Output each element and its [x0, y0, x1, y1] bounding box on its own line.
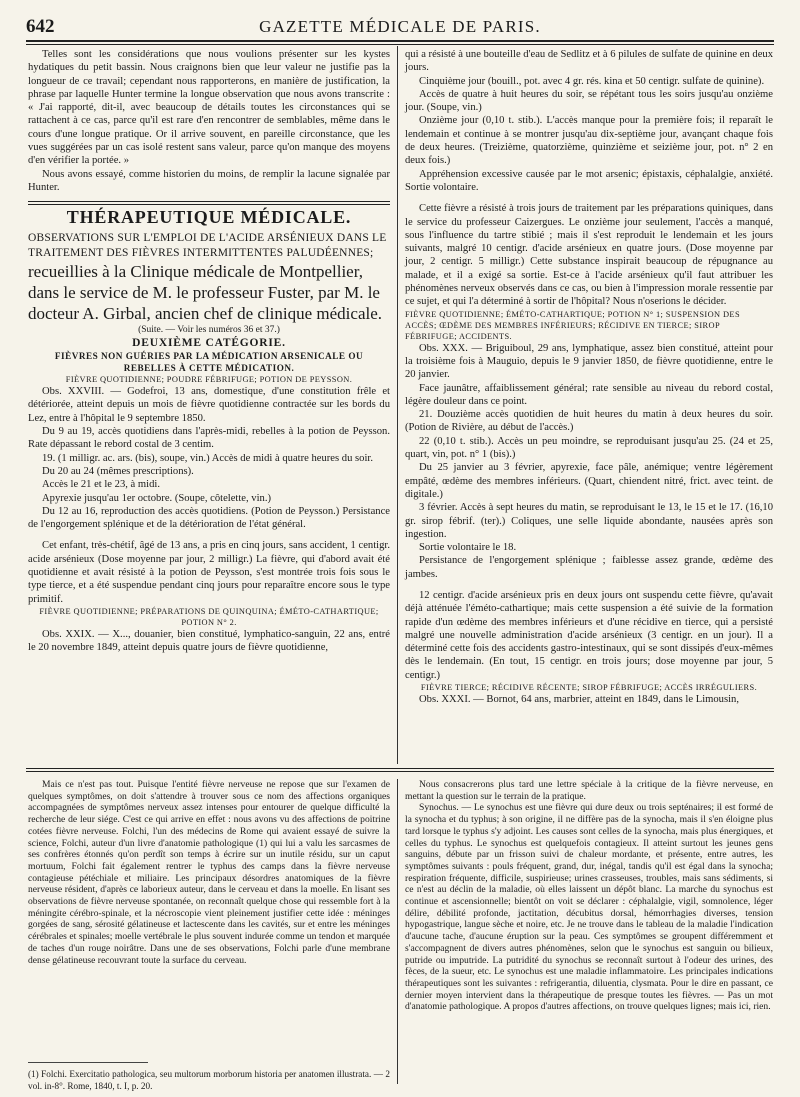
- observation-text: 19. (1 milligr. ac. ars. (bis), soupe, vin.) Accès de midi à quatre heures du soir.: [42, 452, 373, 464]
- feuilleton-column-divider: [397, 779, 398, 1084]
- feuilleton-rule-thin: [26, 771, 774, 772]
- commentary-paragraph: Cet enfant, très-chétif, âgé de 13 ans, a pris en cinq jours, sans accident, 1 centigr. acide arsénieux (Dose moyenne par jour, 2 milligr.) La fièvre, qui d'abord avait été quotidienne et avait résisté à la potion de Peysson, s'est montrée trois fois sous le type tierce, et a été suspendue pendant cinq jours pour reparaître encore sous le type primitif.: [28, 540, 390, 605]
- commentary-paragraph: 12 centigr. d'acide arsénieux pris en deux jours ont suspendu cette fièvre, qu'avait déjà atténuée l'éméto-cathartique; mais cette suspension a été suivie de la formation rapide d'un œdème des membres inférieurs et d'une récidive en tierce, qui a persisté malgré une nouvelle administration d'acide arsénieux (3 centigr. en un jour). Il a déterminé cette fois des accidents gastro-intestinaux, qui se sont dissipés d'eux-mêmes dès le lendemain. (En tout, 15 centigr. en trois jours; dose moyenne par jour, 5 centigr.): [405, 589, 773, 681]
- feuilleton-left-column: [28, 779, 390, 1091]
- right-column: [405, 48, 773, 763]
- observation-text: 22 (0,10 t. stib.). Accès un peu moindre, se reproduisant jusqu'au 25. (24 et 25, quart, vin, pot. n° 1 (bis).): [405, 435, 773, 461]
- observation-text: Obs. XXX. — Briguiboul, 29 ans, lymphatique, assez bien constitué, atteint pour la troisième fois à Mauguio, depuis le 9 janvier 1850, de fièvre quotidienne, entre le 20 janvier.: [405, 342, 773, 381]
- header-rule-thin: [26, 44, 774, 45]
- category-title: DEUXIÈME CATÉGORIE.: [132, 336, 286, 349]
- feuilleton-paragraph: Synochus. — Le synochus est une fièvre qui dure deux ou trois septénaires; il est formé de la synocha et du typhus; à son origine, il ne diffère pas de la synocha, mais il s'en éloigne plus tard lorsque le typhus s'y adjoint. Les causes sont celles de la synocha, mais plus énergiques, et celles du typhus. Le synochus est quelquefois contagieux. Il atteint surtout les jeunes gens sanguins, débute par un frisson suivi de chaleur mordante, et présente, entre autres, les symptômes suivants : pouls fréquent, grand, dur, inégal, tandis qu'il est égal dans la synocha; respiration fréquente, difficile, suspirieuse; urines crasseuses, troubles, mais sans sédiments, si ce n'est au déclin de la maladie, où elles laissent un dépôt blanc. La marche du synochus est continue et ascensionnelle; bientôt on voit se déclarer : céphalalgie, vigil, somnolence, léger délire, débilité profonde, jactitation, décubitus dorsal, hémorrhagies diverses, tension hypogastrique, langue sèche et noire, etc. Je ne trouve dans le tableau de la maladie l'indication d'aucune tache, d'aucune éruption sur la peau. Ces symptômes se groupent différemment et s'accompagnent de divers autres phénomènes, selon que le synochus est sanguin ou bilieux, putride ou imputride. La putridité du synochus se reconnaît surtout à l'odeur des urines, des fèces, de la sueur, etc. Le synochus est une maladie inflammatoire. Les principales indications thérapeutiques sont les suivantes : refrigerantia, diluentia, clysmata. Pour le dire en passant, ce dernier moyen intervient dans la thérapeutique de presque toutes les fièvres. — Pas un mot d'anatomie pathologique. A propos d'autres affections, on trouve quelques lignes; mais ici, rien.: [405, 802, 773, 1013]
- page-header: [26, 14, 774, 40]
- feuilleton-right-column: [405, 779, 773, 1084]
- observation-heading: FIÈVRE QUOTIDIENNE; PRÉPARATIONS DE QUINQUINA; ÉMÉTO-CATHARTIQUE; POTION N° 2.: [39, 606, 379, 627]
- feuilleton-paragraph: Mais ce n'est pas tout. Puisque l'entité fièvre nerveuse ne repose que sur l'examen de quelques symptômes, on doit s'attendre à trouver sous ce nom des affections organiques accompagnées de symptômes nerveux assez intenses pour entourer de quelque difficulté la recherche de leur siége. C'est ce qui arrive en effet : nous avons vu des affections de poitrine cotées fièvre nerveuse. Folchi, l'un des médecins de Rome qui avaient essayé de suivre la science, Folchi, auteur d'un livre d'anatomie pathologique (1) qui lui a valu les sarcasmes de ses confrères étonnés qu'on perdît son temps à écrire sur un inutile résidu, sur un caput mortuum, Folchi fait également rentrer le typhus des camps dans la fièvre nerveuse contagieuse pétéchiale et miliaire. Les principaux désordres anatomiques de la fièvre nerveuse résident, d'après ce laborieux auteur, dans le cerveau et dans la moelle. En lisant ses observations de fièvre nerveuse spontanée, on reconnaît quelque chose qui ressemble fort à la méningite cérébro-spinale, et la nécroscopie vient pleinement justifier cette idée : méninges gorgées de sang, sérosité gélatineuse et lactescente dans les cavités, sur et entre les méninges cérébrales et spinales; moelle vertébrale le plus souvent indurée comme un tendon et marquée de taches d'un rouge noirâtre. Dans une de ses observations, Folchi parle d'une membrane dense gélatineuse recouvrant toute la surface du cerveau.: [28, 779, 390, 966]
- subcategory-title: FIÈVRES NON GUÉRIES PAR LA MÉDICATION ARSENICALE OU REBELLES À CETTE MÉDICATION.: [54, 351, 364, 374]
- observation-heading: FIÈVRE TIERCE; RÉCIDIVE RÉCENTE; SIROP FÉBRIFUGE; ACCÈS IRRÉGULIERS.: [420, 683, 758, 693]
- page-number: 642: [26, 16, 55, 37]
- observation-text: 21. Douzième accès quotidien de huit heures du matin à deux heures du soir. (Potion de Rivière, au début de l'accès.): [405, 409, 773, 434]
- article-heading: OBSERVATIONS SUR L'EMPLOI DE L'ACIDE ARSÉNIEUX DANS LE TRAITEMENT DES FIÈVRES INTERMITTENTES PALUDÉENNES;: [28, 231, 387, 259]
- feuilleton-rule: [26, 768, 774, 769]
- section-title: THÉRAPEUTIQUE MÉDICALE.: [66, 207, 352, 228]
- left-column: [28, 48, 390, 763]
- observation-text: Accès de quatre à huit heures du soir, se répétant tous les soirs jusqu'au onzième jour. (Soupe, vin.): [405, 88, 773, 114]
- observation-text: Cinquième jour (bouill., pot. avec 4 gr. rés. kina et 50 centigr. sulfate de quinine).: [419, 75, 765, 87]
- feuilleton-paragraph: Nous consacrerons plus tard une lettre spéciale à la critique de la fièvre nerveuse, en mettant la question sur le terrain de la pratique.: [405, 779, 773, 802]
- column-divider: [397, 46, 398, 764]
- observation-text: Obs. XXVIII. — Godefroi, 13 ans, domestique, d'une constitution frêle et détériorée, atteint depuis un mois de fièvre quotidienne contractée sur les bords du Lez, entre à l'hôpital le 9 septembre 1850.: [28, 386, 390, 424]
- suite-note: (Suite. — Voir les numéros 36 et 37.): [138, 324, 280, 335]
- observation-text: Persistance de l'engorgement splénique ; faiblesse assez grande, œdème des jambes.: [405, 555, 773, 580]
- header-rule: [26, 40, 774, 42]
- observation-text: qui a résisté à une bouteille d'eau de Sedlitz et à 6 pilules de sulfate de quinine en deux jours.: [405, 49, 773, 74]
- section-rule: [28, 204, 390, 205]
- observation-text: Obs. XXXI. — Bornot, 64 ans, marbrier, atteint en 1849, dans le Limousin,: [419, 694, 739, 706]
- observation-text: Du 25 janvier au 3 février, apyrexie, face pâle, anémique; ventre légèrement empâté, œdème des membres inférieurs. (Quart, chiendent nitré, frict. avec teint. de digitale.): [405, 462, 773, 500]
- article-subheading: recueillies à la Clinique médicale de Montpellier, dans le service de M. le professeur Fuster, par M. le docteur A. Girbal, ancien chef de clinique médicale.: [28, 261, 383, 323]
- observation-text: Apyrexie jusqu'au 1er octobre. (Soupe, côtelette, vin.): [42, 492, 272, 504]
- observation-text: Du 12 au 16, reproduction des accès quotidiens. (Potion de Peysson.) Persistance de l'engorgement splénique et de la détérioration de l'état général.: [28, 505, 390, 531]
- section-rule: [28, 201, 390, 202]
- intro-paragraph: Nous avons essayé, comme historien du moins, de remplir la lacune signalée par Hunter.: [28, 168, 390, 193]
- footnote: (1) Folchi. Exercitatio pathologica, seu multorum morborum historia per anatomen illustrata. — 2 vol. in-8°. Rome, 1840, t. I, p. 20.: [28, 1069, 390, 1091]
- observation-text: Du 20 au 24 (mêmes prescriptions).: [42, 465, 194, 477]
- observation-text: Onzième jour (0,10 t. stib.). L'accès manque pour la première fois; il reparaît le lendemain et continue à se montrer jusqu'au dix-septième jour, avançant chaque fois de deux heures. (Treizième, quatorzième, quinzième et seizième jour, pot. n° 2 en deux fois.): [405, 115, 773, 167]
- commentary-paragraph: Cette fièvre a résisté à trois jours de traitement par les préparations quiniques, dans le service du professeur Caizergues. Le onzième jour seulement, l'accès a manqué, sous l'influence du tartre stibié ; mais il s'est reproduit le lendemain et les jours suivants, malgré 10 centigr. d'acide arsénieux en quatre jours. (Dose moyenne par jour, 2 centigr. 5 milligr.) Cette substance inspirait beaucoup de répugnance au malade, et il a exigé sa sortie. Est-ce à l'acide arsénieux qu'il faut attribuer les phénomènes nerveux observés dans ce cas, ou bien à l'impression morale ressentie par ce sujet, et qui l'a déterminé à sortir de l'hôpital? Nous n'oserions le décider.: [405, 203, 773, 308]
- observation-text: Sortie volontaire le 18.: [419, 542, 517, 554]
- journal-title: GAZETTE MÉDICALE DE PARIS.: [259, 17, 541, 36]
- observation-text: 3 février. Accès à sept heures du matin, se reproduisant le 13, le 15 et le 17. (16,10 gr. sirop fébrif. (ter).) Coliques, une selle liquide abondante, nausées après son ingestion.: [405, 502, 773, 540]
- observation-text: Appréhension excessive causée par le mot arsenic; épistaxis, céphalalgie, anxiété. Sortie volontaire.: [405, 168, 773, 193]
- observation-heading: FIÈVRE QUOTIDIENNE; ÉMÉTO-CATHARTIQUE; POTION N° 1; SUSPENSION DES ACCÈS; ŒDÈME DES MEMBRES INFÉRIEURS; RÉCIDIVE EN TIERCE; SIROP FÉBRIFUGE; ACCIDENTS.: [405, 309, 740, 341]
- intro-paragraph: Telles sont les considérations que nous voulions présenter sur les kystes hydatiques du petit bassin. Nous craignons bien que leur valeur ne justifie pas la longueur de ce travail; cependant nous rapporterons, en manière de justification, la phrase par laquelle Hunter termine la longue observation que nous avons transcrite : « J'ai rapporté, dit-il, avec beaucoup de détails toutes les circonstances qui se rattachent à ce cas, parce qu'il est rare d'en rencontrer de semblables, même dans le cours d'une longue pratique. Or il arrive souvent, en pareille circonstance, que les vues suggérées par un cas isolé restent sans valeur, parce qu'on manque des moyens d'en vérifier la portée. »: [28, 49, 390, 167]
- observation-text: Du 9 au 19, accès quotidiens dans l'après-midi, rebelles à la potion de Peysson. Rate dépassant le rebord costal de 3 centim.: [28, 426, 390, 451]
- observation-text: Accès le 21 et le 23, à midi.: [42, 479, 160, 491]
- observation-heading: FIÈVRE QUOTIDIENNE; POUDRE FÉBRIFUGE; POTION DE PEYSSON.: [65, 375, 353, 385]
- footnote-rule: [28, 1062, 148, 1063]
- observation-text: Obs. XXIX. — X..., douanier, bien constitué, lymphatico-sanguin, 22 ans, entré le 20 novembre 1849, atteint depuis quatre jours de fièvre quotidienne,: [28, 628, 390, 654]
- observation-text: Face jaunâtre, affaiblissement général; rate sensible au niveau du rebord costal, légère douleur dans ce point.: [405, 382, 773, 407]
